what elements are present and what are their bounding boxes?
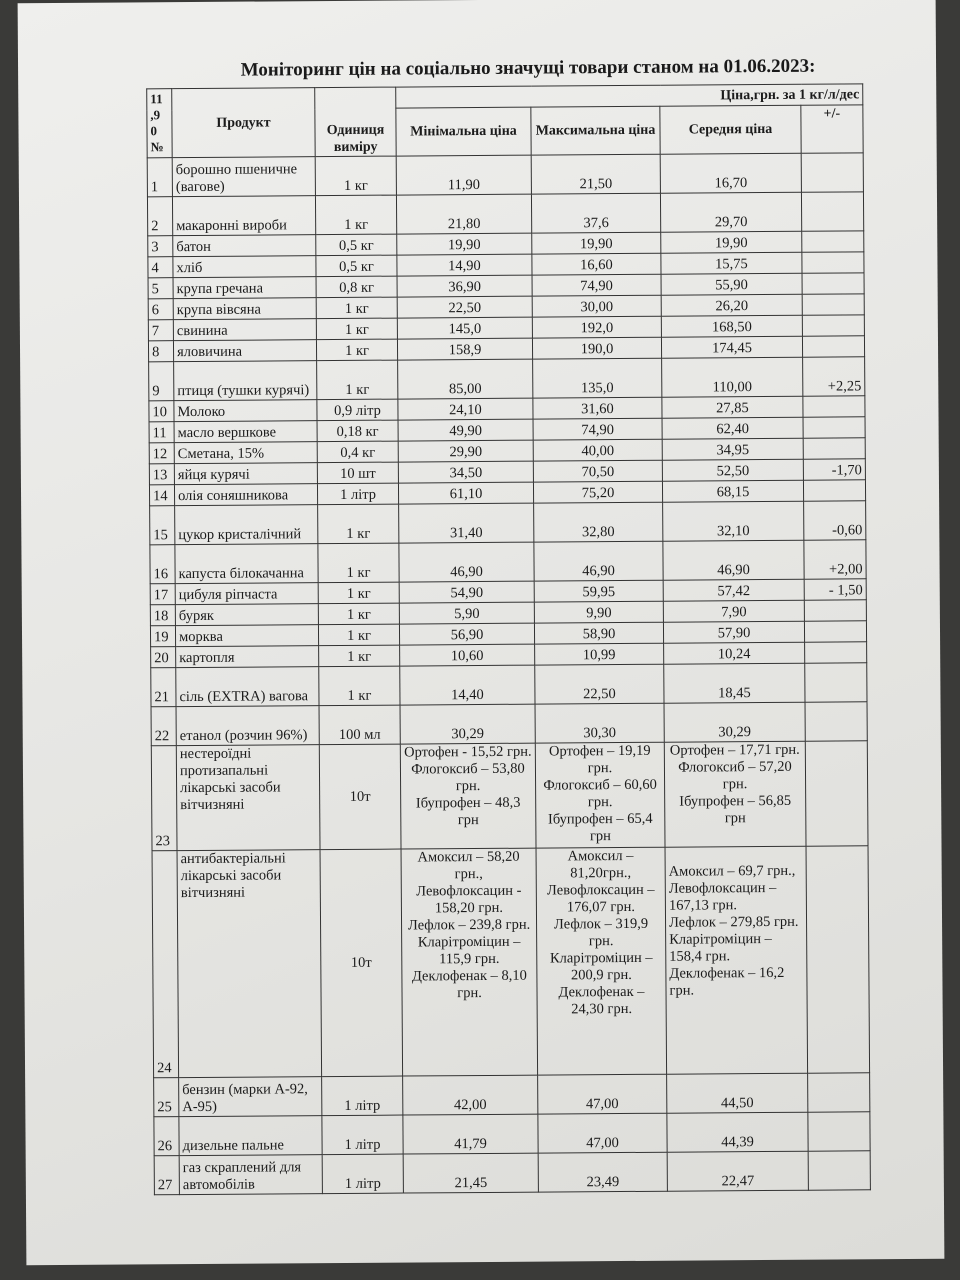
paper-sheet xyxy=(18,0,945,1265)
table-row xyxy=(147,153,863,197)
max-price: 32,80 xyxy=(534,502,663,542)
header-diff: +/- xyxy=(801,105,863,153)
avg-price: 62,40 xyxy=(662,417,803,439)
avg-price: Ортофен – 17,71 грн. Флогоксиб – 57,20 грн. Ібупрофен – 56,85 грн xyxy=(664,741,806,847)
unit: 1 кг xyxy=(316,318,397,340)
unit: 0,5 кг xyxy=(316,234,397,256)
min-price: 29,90 xyxy=(398,440,533,462)
product-name: Сметана, 15% xyxy=(174,442,317,464)
product-name: олія соняшникова xyxy=(174,484,317,506)
min-price: Ортофен - 15,52 грн. Флогоксиб – 53,80 грн. Ібупрофен – 48,3 грн xyxy=(400,743,536,849)
table-row xyxy=(154,1151,870,1195)
max-price: 47,00 xyxy=(538,1074,667,1114)
max-price: 75,20 xyxy=(533,481,662,503)
max-price: 74,90 xyxy=(533,418,662,440)
avg-price: 27,85 xyxy=(662,396,803,418)
product-name: картопля xyxy=(176,646,319,668)
min-price: 54,90 xyxy=(399,581,534,603)
max-price: 31,60 xyxy=(533,397,662,419)
unit: 1 кг xyxy=(318,603,399,625)
product-name: цибуля ріпчаста xyxy=(175,583,318,605)
header-unit: Одиниця виміру xyxy=(315,87,396,157)
product-name: сіль (EXTRA) вагова xyxy=(176,667,319,707)
unit: 10 шт xyxy=(317,462,398,484)
avg-price: 168,50 xyxy=(661,315,802,337)
row-number: 2 xyxy=(147,197,172,236)
min-price: 41,79 xyxy=(403,1114,538,1154)
price-change xyxy=(805,741,868,846)
price-change xyxy=(808,1151,870,1190)
row-number: 16 xyxy=(150,545,175,584)
unit: 0,4 кг xyxy=(317,441,398,463)
unit: 1 літр xyxy=(322,1076,403,1116)
row-number: 11 xyxy=(149,422,174,443)
price-change xyxy=(804,600,866,621)
header-price-group: Ціна,грн. за 1 кг/л/дес xyxy=(396,84,863,108)
min-price: 22,50 xyxy=(397,296,532,318)
avg-price: 22,47 xyxy=(667,1151,808,1191)
min-price: 30,29 xyxy=(400,704,535,744)
unit: 1 кг xyxy=(316,297,397,319)
price-change xyxy=(803,480,865,501)
product-name: хліб xyxy=(173,256,316,278)
price-change xyxy=(806,846,870,1073)
product-name: макаронні вироби xyxy=(172,196,315,236)
unit: 0,5 кг xyxy=(316,255,397,277)
row-number: 19 xyxy=(150,626,175,647)
max-price: 9,90 xyxy=(534,601,663,623)
product-name: цукор кристалічний xyxy=(175,505,318,545)
price-change xyxy=(804,621,866,642)
avg-price: 30,29 xyxy=(664,702,805,742)
product-name: масло вершкове xyxy=(174,421,317,443)
price-change xyxy=(808,1073,870,1112)
avg-price: 46,90 xyxy=(663,540,804,580)
avg-price: 29,70 xyxy=(660,192,801,232)
row-number: 10 xyxy=(149,401,174,422)
avg-price: 57,42 xyxy=(663,579,804,601)
min-price: 21,45 xyxy=(403,1153,538,1193)
max-price: 37,6 xyxy=(531,193,660,233)
row-number: 24 xyxy=(152,851,179,1078)
price-change xyxy=(805,642,867,663)
avg-price: 16,70 xyxy=(660,153,801,193)
table-row xyxy=(150,540,866,584)
product-name: бензин (марки А-92, А-95) xyxy=(179,1077,322,1117)
max-price: Ортофен – 19,19 грн. Флогоксиб – 60,60 грн. Ібупрофен – 65,4 грн xyxy=(535,742,665,848)
row-number: 7 xyxy=(148,320,173,341)
table-row xyxy=(151,663,867,707)
product-name: борошно пшеничне (вагове) xyxy=(172,157,315,197)
max-price: 23,49 xyxy=(538,1152,667,1192)
min-price: 5,90 xyxy=(399,602,534,624)
price-change xyxy=(802,273,864,294)
price-change xyxy=(802,231,864,252)
min-price: 42,00 xyxy=(403,1075,538,1115)
product-name: птиця (тушки курячі) xyxy=(174,361,317,401)
max-price: 22,50 xyxy=(535,664,664,704)
price-change xyxy=(802,252,864,273)
row-number: 23 xyxy=(151,746,177,851)
table-row xyxy=(154,1112,870,1156)
unit: 1 кг xyxy=(316,339,397,361)
min-price: 31,40 xyxy=(399,503,534,543)
unit: 0,8 кг xyxy=(316,276,397,298)
table-row xyxy=(150,501,866,545)
product-name: нестероїдні протизапальні лікарські засоби вітчизняні xyxy=(176,745,320,851)
avg-price: Амоксил – 69,7 грн., Левофлоксацин – 167,13 грн. Лефлок – 279,85 грн. Кларітроміцин – 158,4 грн. Деклофенак – 16,2 грн. xyxy=(665,846,808,1074)
avg-price: 32,10 xyxy=(663,501,804,541)
product-name: Молоко xyxy=(174,400,317,422)
row-number: 6 xyxy=(148,299,173,320)
avg-price: 174,45 xyxy=(661,336,802,358)
min-price: 36,90 xyxy=(397,275,532,297)
max-price: 47,00 xyxy=(538,1113,667,1153)
row-number: 22 xyxy=(151,707,176,746)
product-name: батон xyxy=(173,235,316,257)
table-row xyxy=(147,192,863,236)
unit: 1 кг xyxy=(318,543,399,583)
unit: 1 кг xyxy=(315,156,396,196)
avg-price: 44,50 xyxy=(667,1073,808,1113)
avg-price: 18,45 xyxy=(664,663,805,703)
product-name: етанол (розчин 96%) xyxy=(176,706,319,746)
price-change xyxy=(801,153,863,192)
unit: 0,9 літр xyxy=(317,399,398,421)
max-price: 192,0 xyxy=(532,316,661,338)
max-price: 16,60 xyxy=(532,253,661,275)
product-name: дизельне пальне xyxy=(179,1116,322,1156)
max-price: 59,95 xyxy=(534,580,663,602)
unit: 1 кг xyxy=(317,360,398,400)
max-price: 19,90 xyxy=(532,232,661,254)
price-change: +2,25 xyxy=(803,357,865,396)
min-price: 145,0 xyxy=(397,317,532,339)
row-number: 17 xyxy=(150,584,175,605)
min-price: 46,90 xyxy=(399,542,534,582)
table-row xyxy=(154,1073,870,1117)
product-name: буряк xyxy=(175,604,318,626)
avg-price: 10,24 xyxy=(664,642,805,664)
avg-price: 44,39 xyxy=(667,1112,808,1152)
price-change: -0,60 xyxy=(804,501,866,540)
avg-price: 68,15 xyxy=(662,480,803,502)
price-change xyxy=(805,663,867,702)
max-price: Амоксил – 81,20грн., Левофлоксацин – 176,07 грн. Лефлок – 319,9 грн. Кларітроміцин – 200,9 грн. Деклофенак – 24,30 грн. xyxy=(536,847,667,1075)
row-number: 20 xyxy=(151,647,176,668)
price-change xyxy=(802,336,864,357)
price-table xyxy=(146,83,871,1195)
min-price: 14,90 xyxy=(397,254,532,276)
row-number: 3 xyxy=(148,236,173,257)
min-price: 19,90 xyxy=(397,233,532,255)
product-name: яйця курячі xyxy=(174,463,317,485)
avg-price: 34,95 xyxy=(662,438,803,460)
avg-price: 19,90 xyxy=(661,231,802,253)
min-price: Амоксил – 58,20 грн., Левофлоксацин - 158,20 грн. Лефлок – 239,8 грн. Кларітроміцин – 115,9 грн. Деклофенак – 8,10 грн. xyxy=(401,848,538,1076)
avg-price: 15,75 xyxy=(661,252,802,274)
min-price: 49,90 xyxy=(398,419,533,441)
min-price: 24,10 xyxy=(398,398,533,420)
table-row xyxy=(149,357,865,401)
min-price: 10,60 xyxy=(400,644,535,666)
product-name: газ скраплений для автомобілів xyxy=(179,1155,322,1195)
header-avg: Середня ціна xyxy=(660,105,801,154)
row-number: 13 xyxy=(149,464,174,485)
unit: 1 літр xyxy=(322,1115,403,1155)
row-number: 15 xyxy=(150,506,175,545)
row-number: 1 xyxy=(147,158,172,197)
product-name: яловичина xyxy=(173,340,316,362)
min-price: 56,90 xyxy=(399,623,534,645)
max-price: 135,0 xyxy=(533,358,662,398)
table-row xyxy=(151,741,868,851)
price-change xyxy=(802,294,864,315)
min-price: 61,10 xyxy=(398,482,533,504)
price-change xyxy=(801,192,863,231)
max-price: 40,00 xyxy=(533,439,662,461)
row-number: 18 xyxy=(150,605,175,626)
table-row xyxy=(152,846,870,1078)
price-change: -1,70 xyxy=(803,459,865,480)
min-price: 21,80 xyxy=(396,194,531,234)
product-name: крупа вівсяна xyxy=(173,298,316,320)
unit: 1 кг xyxy=(319,645,400,667)
row-number: 5 xyxy=(148,278,173,299)
price-change xyxy=(802,315,864,336)
avg-price: 55,90 xyxy=(661,273,802,295)
unit: 10т xyxy=(319,744,401,850)
row-number: 4 xyxy=(148,257,173,278)
header-max: Максимальна ціна xyxy=(531,106,660,155)
row-number: 25 xyxy=(154,1078,179,1117)
unit: 10т xyxy=(320,849,403,1077)
price-change xyxy=(803,438,865,459)
unit: 1 літр xyxy=(317,483,398,505)
avg-price: 57,90 xyxy=(663,621,804,643)
row-number: 8 xyxy=(148,341,173,362)
max-price: 190,0 xyxy=(532,337,661,359)
avg-price: 26,20 xyxy=(661,294,802,316)
min-price: 14,40 xyxy=(400,665,535,705)
price-change: - 1,50 xyxy=(804,579,866,600)
max-price: 30,30 xyxy=(535,703,664,743)
row-number: 9 xyxy=(149,362,174,401)
table-row xyxy=(151,702,867,746)
max-price: 46,90 xyxy=(534,541,663,581)
header-num: 11 ,9 0 № xyxy=(147,89,172,158)
unit: 1 кг xyxy=(315,195,396,235)
price-change: +2,00 xyxy=(804,540,866,579)
unit: 1 літр xyxy=(322,1154,403,1194)
page-title: Моніторинг цін на соціально значущі товари станом на 01.06.2023: xyxy=(240,55,816,81)
min-price: 158,9 xyxy=(397,338,532,360)
product-name: свинина xyxy=(173,319,316,341)
max-price: 10,99 xyxy=(535,643,664,665)
row-number: 27 xyxy=(154,1156,179,1195)
product-name: капуста білокачанна xyxy=(175,544,318,584)
max-price: 30,00 xyxy=(532,295,661,317)
unit: 1 кг xyxy=(318,624,399,646)
price-change xyxy=(803,396,865,417)
max-price: 70,50 xyxy=(533,460,662,482)
product-name: антибактеріальні лікарські засоби вітчизняні xyxy=(177,850,322,1078)
unit: 0,18 кг xyxy=(317,420,398,442)
row-number: 12 xyxy=(149,443,174,464)
product-name: морква xyxy=(175,625,318,647)
min-price: 34,50 xyxy=(398,461,533,483)
min-price: 11,90 xyxy=(396,155,531,195)
min-price: 85,00 xyxy=(398,359,533,399)
max-price: 74,90 xyxy=(532,274,661,296)
price-change xyxy=(808,1112,870,1151)
max-price: 58,90 xyxy=(534,622,663,644)
header-product: Продукт xyxy=(172,88,315,158)
row-number: 14 xyxy=(149,485,174,506)
avg-price: 52,50 xyxy=(662,459,803,481)
unit: 1 кг xyxy=(319,666,400,706)
avg-price: 110,00 xyxy=(662,357,803,397)
price-change xyxy=(805,702,867,741)
unit: 100 мл xyxy=(319,705,400,745)
unit: 1 кг xyxy=(318,504,399,544)
max-price: 21,50 xyxy=(531,154,660,194)
price-change xyxy=(803,417,865,438)
avg-price: 7,90 xyxy=(663,600,804,622)
row-number: 26 xyxy=(154,1117,179,1156)
row-number: 21 xyxy=(151,668,176,707)
unit: 1 кг xyxy=(318,582,399,604)
product-name: крупа гречана xyxy=(173,277,316,299)
header-min: Мінімальна ціна xyxy=(396,107,531,156)
